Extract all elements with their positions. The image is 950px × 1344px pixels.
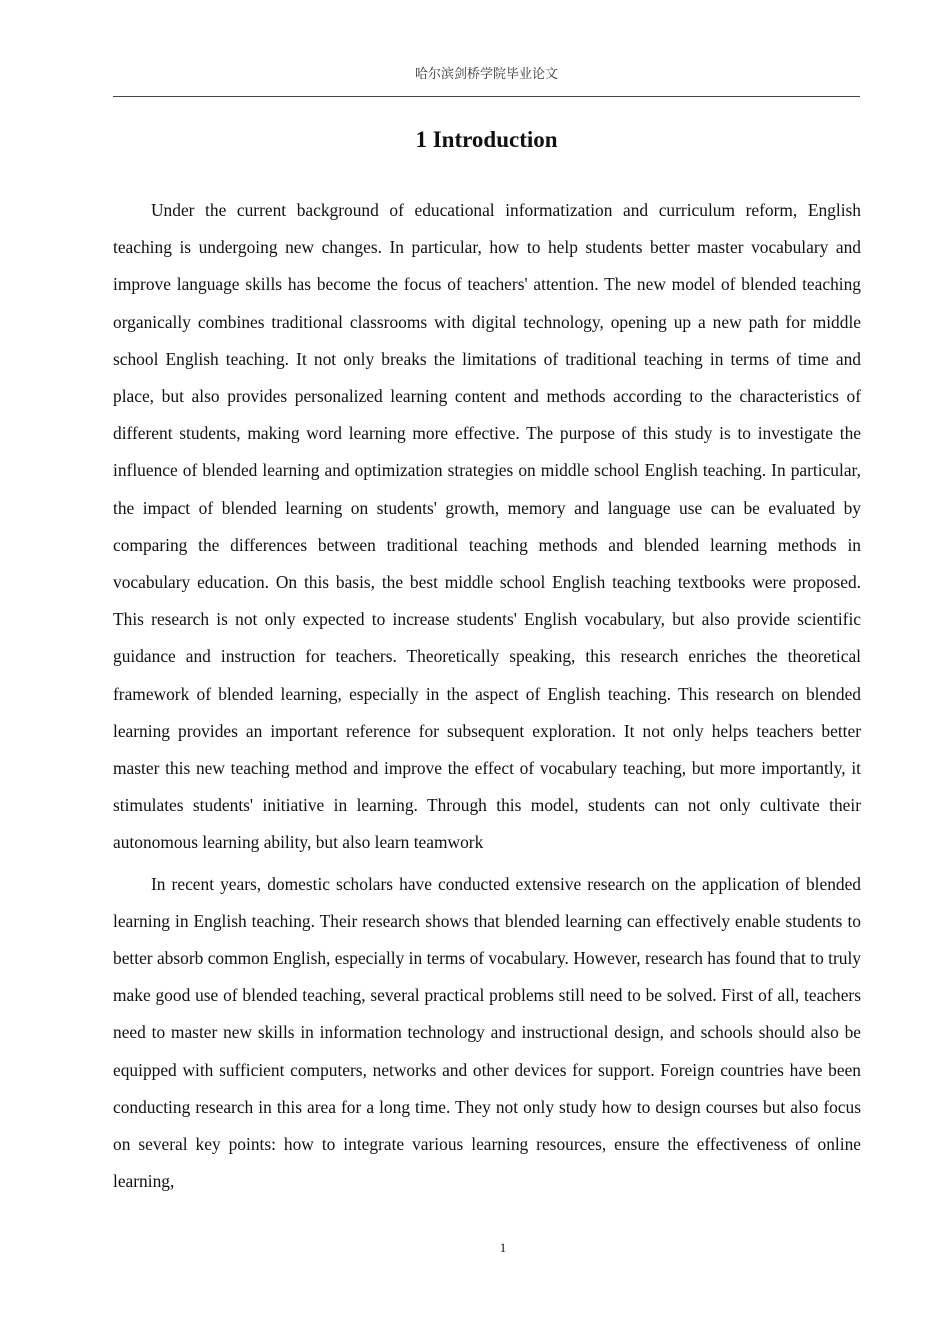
body-text: [113, 192, 861, 1204]
running-header: 哈尔滨剑桥学院毕业论文: [414, 67, 558, 82]
header-divider: [113, 96, 860, 97]
paragraph: In recent years, domestic scholars have conducted extensive research on the application of blended learning in English teaching. Their research shows that blended learning can effectively enable students to better absorb common English, especially in terms of vocabulary. However, research has found that to truly make good use of blended teaching, several practical problems still need to be solved. First of all, teachers need to master new skills in information technology and instructional design, and schools should also be equipped with sufficient computers, networks and other devices for support. Foreign countries have been conducting research in this area for a long time. They not only study how to design courses but also focus on several key points: how to integrate various learning resources, ensure the effectiveness of online learning,: [113, 873, 861, 1192]
page-number: 1: [499, 1240, 507, 1255]
chapter-title: 1 Introduction: [415, 127, 558, 152]
paragraph: Under the current background of educational informatization and curriculum reform, English teaching is undergoing new changes. In particular, how to help students better master vocabulary and improve language skills has become the focus of teachers' attention. The new model of blended teaching organically combines traditional classrooms with digital technology, opening up a new path for middle school English teaching. It not only breaks the limitations of traditional teaching in terms of time and place, but also provides personalized learning content and methods according to the characteristics of different students, making word learning more effective. The purpose of this study is to investigate the influence of blended learning and optimization strategies on middle school English teaching. In particular, the impact of blended learning on students' growth, memory and language use can be evaluated by comparing the differences between traditional teaching methods and blended learning methods in vocabulary education. On this basis, the best middle school English teaching textbooks were proposed. This research is not only expected to increase students' English vocabulary, but also provide scientific guidance and instruction for teachers. Theoretically speaking, this research enriches the theoretical framework of blended learning, especially in the aspect of English teaching. This research on blended learning provides an important reference for subsequent exploration. It not only helps teachers better master this new teaching method and improve the effect of vocabulary teaching, but more importantly, it stimulates students' initiative in learning. Through this model, students can not only cultivate their autonomous learning ability, but also learn teamwork: [113, 200, 861, 853]
